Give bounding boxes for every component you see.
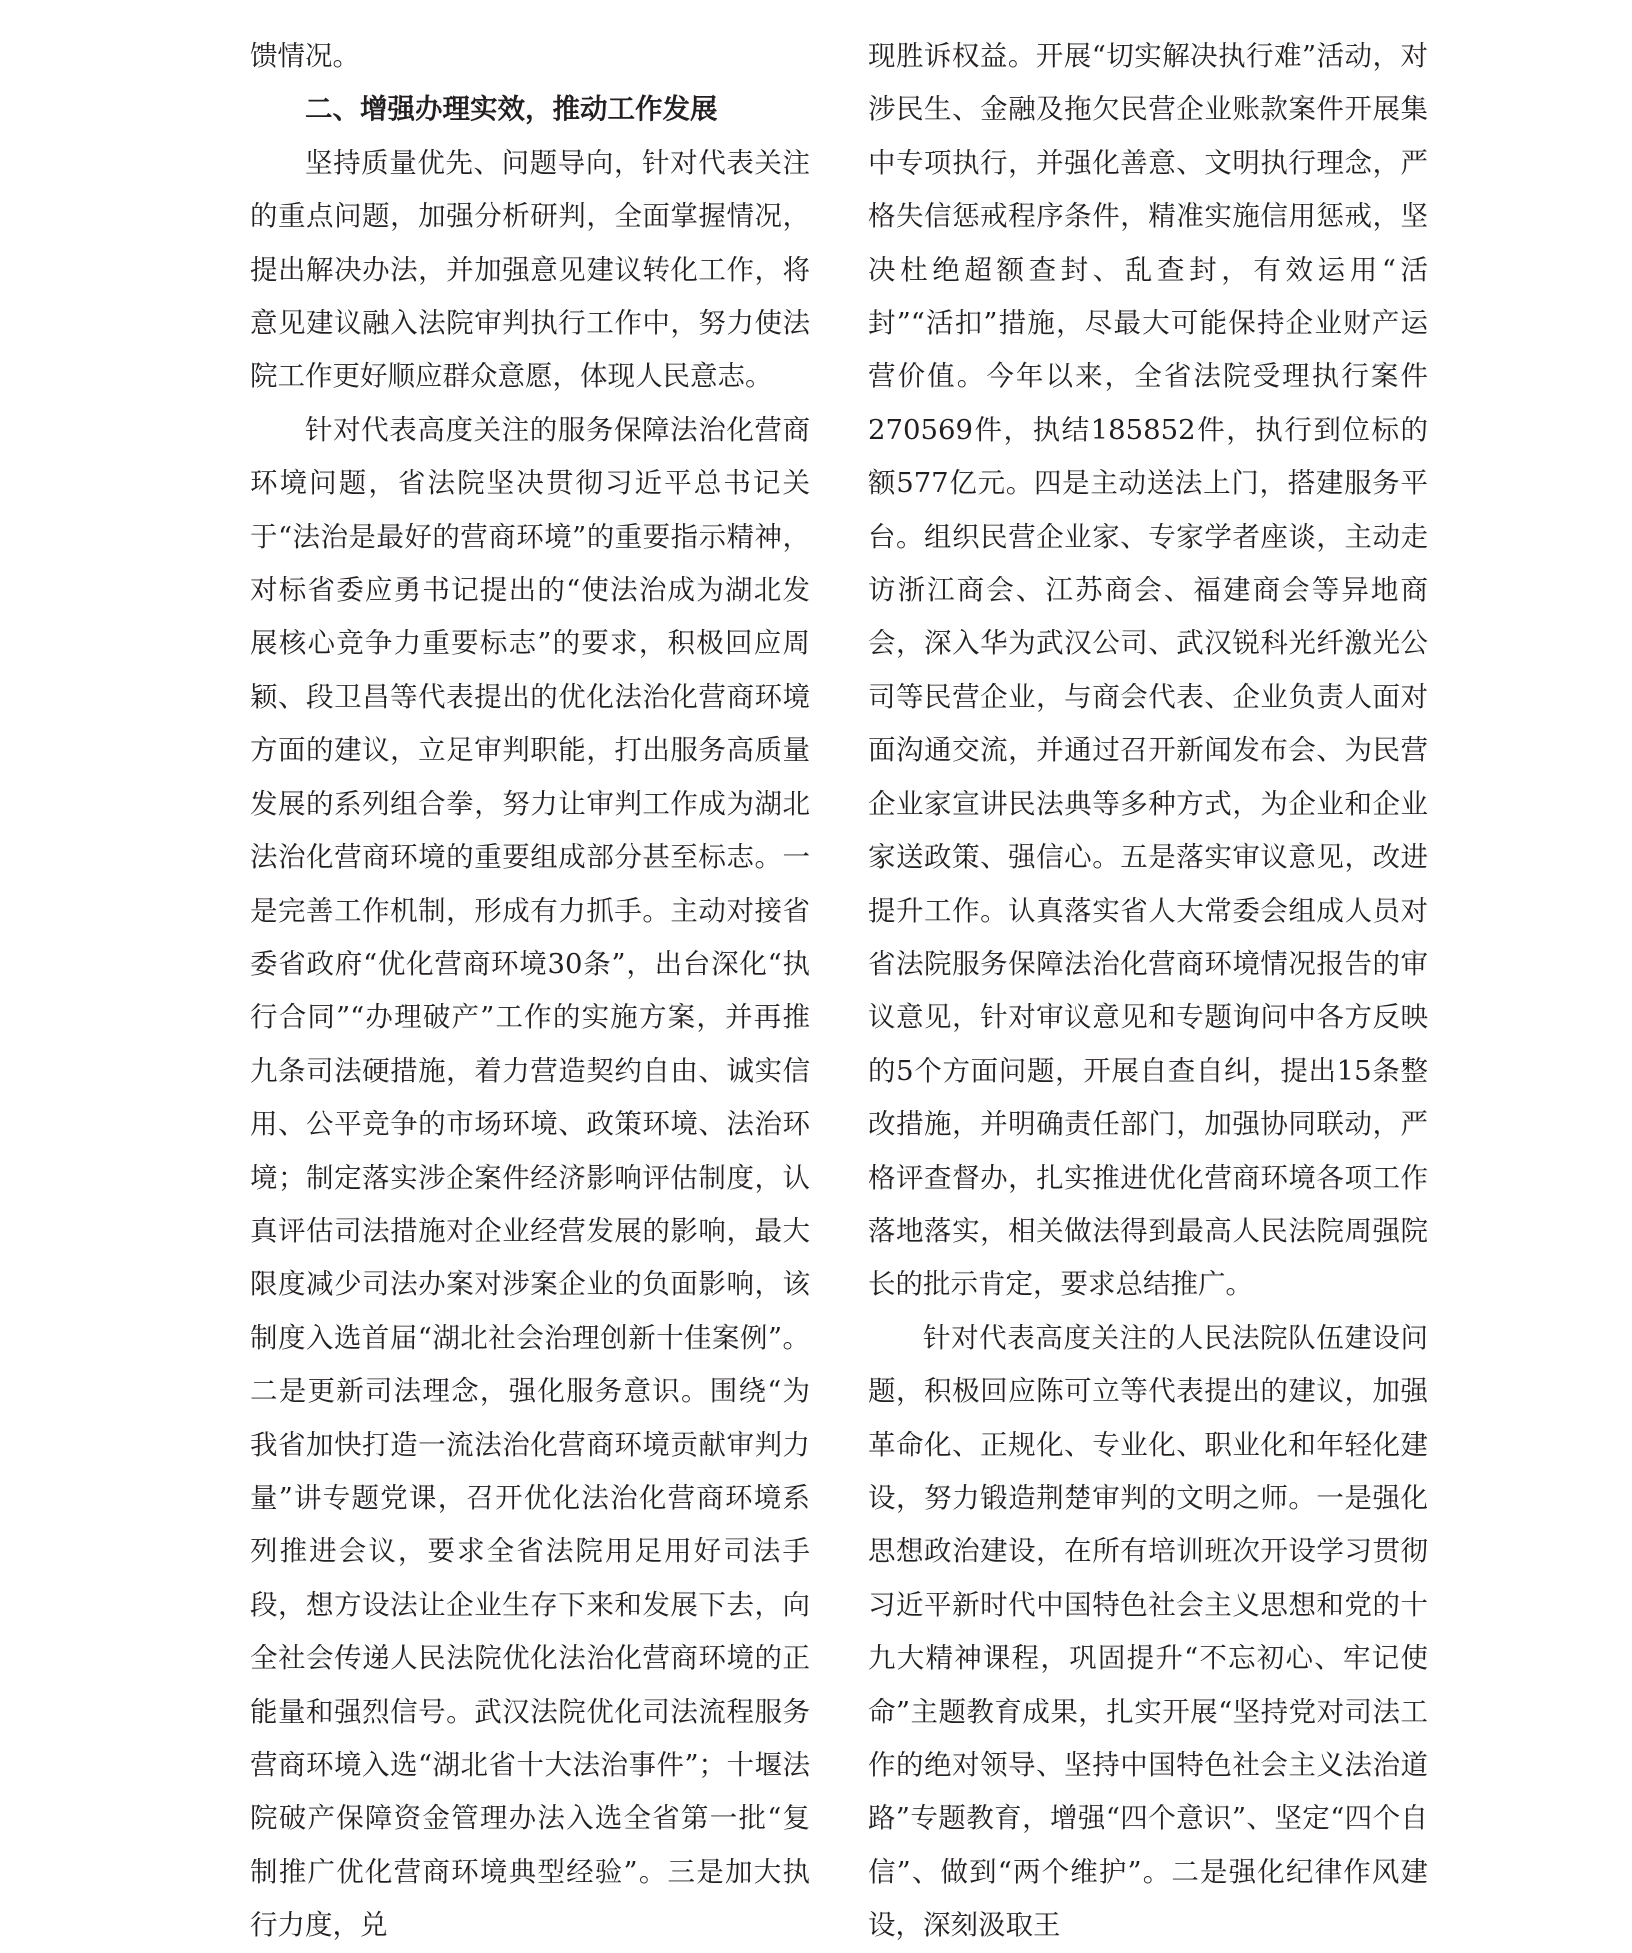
paragraph: 针对代表高度关注的人民法院队伍建设问题，积极回应陈可立等代表提出的建议，加强革命化、正规化、专业化、职业化和年轻化建设，努力锻造荆楚审判的文明之师。一是强化思想政治建设，在所有培训班次开设学习贯彻习近平新时代中国特色社会主义思想和党的十九大精神课程，巩固提升“不忘初心、牢记使命”主题教育成果，扎实开展“坚持党对司法工作的绝对领导、坚持中国特色社会主义法治道路”专题教育，增强“四个意识”、坚定“四个自信”、做到“两个维护”。二是强化纪律作风建设，深刻汲取王 [868, 1321, 1428, 1942]
left-column [250, 30, 810, 1953]
paragraph: 坚持质量优先、问题导向，针对代表关注的重点问题，加强分析研判，全面掌握情况，提出解决办法，并加强意见建议转化工作，将意见建议融入法院审判执行工作中，努力使法院工作更好顺应群众意愿，体现人民意志。 [250, 146, 810, 393]
right-column [868, 30, 1428, 1953]
paragraph: 针对代表高度关注的服务保障法治化营商环境问题，省法院坚决贯彻习近平总书记关于“法治是最好的营商环境”的重要指示精神，对标省委应勇书记提出的“使法治成为湖北发展核心竞争力重要标志”的要求，积极回应周颖、段卫昌等代表提出的优化法治化营商环境方面的建议，立足审判职能，打出服务高质量发展的系列组合拳，努力让审判工作成为湖北法治化营商环境的重要组成部分甚至标志。一是完善工作机制，形成有力抓手。主动对接省委省政府“优化营商环境30条”，出台深化“执行合同”“办理破产”工作的实施方案，并再推九条司法硬措施，着力营造契约自由、诚实信用、公平竞争的市场环境、政策环境、法治环境；制定落实涉企案件经济影响评估制度，认真评估司法措施对企业经营发展的影响，最大限度减少司法办案对涉案企业的负面影响，该制度入选首届“湖北社会治理创新十佳案例”。二是更新司法理念，强化服务意识。围绕“为我省加快打造一流法治化营商环境贡献审判力量”讲专题党课，召开优化法治化营商环境系列推进会议，要求全省法院用足用好司法手段，想方设法让企业生存下来和发展下去，向全社会传递人民法院优化法治化营商环境的正能量和强烈信号。武汉法院优化司法流程服务营商环境入选“湖北省十大法治事件”；十堰法院破产保障资金管理办法入选全省第一批“复制推广优化营商环境典型经验”。三是加大执行力度，兑 [250, 413, 810, 1942]
section-heading: 二、增强办理实效，推动工作发展 [305, 93, 718, 126]
paragraph: 现胜诉权益。开展“切实解决执行难”活动，对涉民生、金融及拖欠民营企业账款案件开展集中专项执行，并强化善意、文明执行理念，严格失信惩戒程序条件，精准实施信用惩戒，坚决杜绝超额查封、乱查封，有效运用“活封”“活扣”措施，尽最大可能保持企业财产运营价值。今年以来，全省法院受理执行案件270569件，执结185852件，执行到位标的额577亿元。四是主动送法上门，搭建服务平台。组织民营企业家、专家学者座谈，主动走访浙江商会、江苏商会、福建商会等异地商会，深入华为武汉公司、武汉锐科光纤激光公司等民营企业，与商会代表、企业负责人面对面沟通交流，并通过召开新闻发布会、为民营企业家宣讲民法典等多种方式，为企业和企业家送政策、强信心。五是落实审议意见，改进提升工作。认真落实省人大常委会组成人员对省法院服务保障法治化营商环境情况报告的审议意见，针对审议意见和专题询问中各方反映的5个方面问题，开展自查自纠，提出15条整改措施，并明确责任部门，加强协同联动，严格评查督办，扎实推进优化营商环境各项工作落地落实，相关做法得到最高人民法院周强院长的批示肯定，要求总结推广。 [868, 40, 1428, 1301]
continuation-text: 馈情况。 [250, 40, 360, 72]
